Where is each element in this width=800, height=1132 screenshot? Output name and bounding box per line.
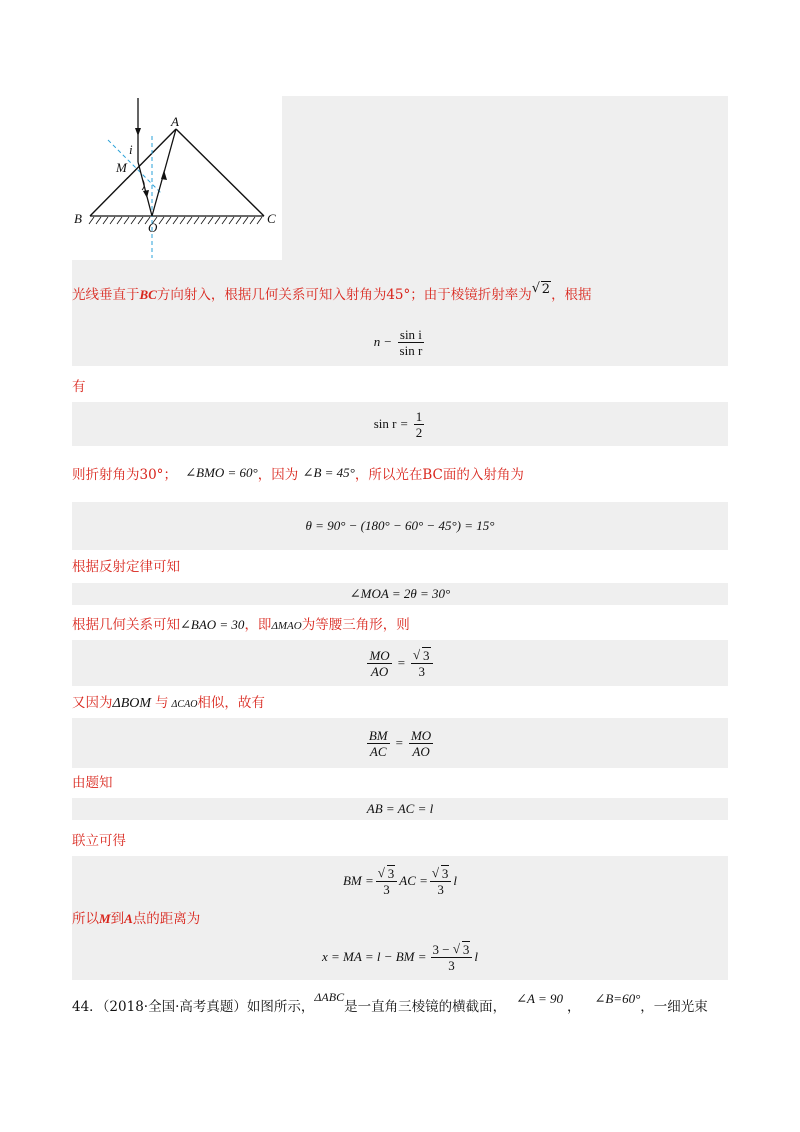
text-span: ，根据	[551, 287, 592, 303]
text-span: 面的入射角为	[442, 467, 524, 483]
equation-theta	[72, 502, 728, 550]
text-span: 所以	[72, 911, 99, 927]
text-span: ，即	[244, 617, 272, 633]
eq-x-numr: 3	[462, 941, 470, 957]
text-span: 到	[110, 911, 125, 927]
eq-n-num: sin i	[399, 326, 422, 342]
text-span: ；	[163, 467, 177, 483]
text-span: ，一细光束	[640, 999, 708, 1015]
eq-final-den1: 3	[383, 881, 390, 897]
eq-ab: AB = AC = l	[366, 801, 434, 816]
label-b: B	[74, 211, 82, 226]
math-cao: ΔCAO	[171, 699, 198, 710]
text-span: 44．（2018·全国·高考真题）如图所示，	[72, 999, 315, 1015]
eq-final-den2: 3	[437, 881, 444, 897]
eq-mo-rden: 3	[418, 663, 426, 679]
text-span: 点的距离为	[132, 911, 201, 927]
prism-figure	[72, 96, 282, 260]
text-span: 为等腰三角形，则	[301, 617, 410, 633]
text-span: M	[99, 911, 111, 926]
math-bom: ΔBOM	[112, 696, 152, 711]
eq-bm-rden: AO	[412, 743, 430, 759]
text-span: 与	[155, 695, 169, 711]
text-span: 45°	[386, 287, 411, 303]
math-bmo: ∠BMO = 60°	[185, 465, 258, 480]
text-span: ，因为	[257, 467, 299, 483]
eq-moa: ∠MOA = 2θ = 30°	[349, 586, 451, 601]
label-o: O	[148, 220, 158, 235]
text-span: BC	[139, 287, 157, 302]
question-44	[72, 990, 708, 1016]
eq-final-num1: 3	[387, 865, 395, 881]
text-line-7: 由题知	[72, 775, 113, 791]
math-angle-b60: ∠B=60°	[594, 991, 641, 1006]
math-bao: ∠BAO = 30	[180, 617, 245, 632]
text-line-8: 联立可得	[72, 833, 126, 849]
text-span: ；由于棱镜折射率为	[410, 287, 532, 303]
eq-theta: θ = 90° − (180° − 60° − 45°) = 15°	[305, 518, 495, 533]
text-span: 是一直角三棱镜的横截面，	[344, 999, 507, 1015]
text-line-6	[72, 694, 265, 714]
text-line-5	[72, 616, 410, 635]
side-ab	[90, 129, 176, 216]
eq-sinr-den: 2	[415, 424, 423, 440]
text-line-9	[72, 910, 200, 928]
equation-ab-ac	[72, 798, 728, 820]
math-abc: ΔABC	[314, 990, 345, 1004]
eq-final-a: BM =	[342, 873, 374, 888]
eq-sinr-num: 1	[415, 408, 423, 424]
eq-final-c: l	[453, 873, 458, 888]
eq-n-op: −	[384, 334, 392, 349]
text-span: 相似，故有	[197, 695, 265, 711]
math-angle-a: ∠A = 90	[516, 991, 563, 1006]
text-span: ，	[566, 999, 581, 1015]
eq-x-a: x = MA = l − BM =	[322, 949, 427, 964]
text-span: 30°	[139, 467, 164, 483]
equation-bm-ac	[72, 718, 728, 768]
text-span: 又因为	[72, 695, 113, 711]
label-m: M	[116, 160, 127, 175]
eq-bm-op: =	[395, 735, 403, 750]
text-span: A	[124, 911, 133, 926]
eq-x-num: 3 −	[432, 941, 453, 957]
equation-moa	[72, 583, 728, 605]
text-span: 根据几何关系可知	[72, 617, 180, 633]
text-line-1	[72, 282, 592, 305]
text-span: 光线垂直于	[72, 287, 140, 303]
text-line-2: 有	[72, 379, 86, 395]
eq-bm-rnum: MO	[410, 727, 432, 743]
eq-final-num2: 3	[441, 865, 449, 881]
text-span: ，所以光在	[354, 467, 423, 483]
eq-final-b: AC =	[399, 873, 428, 888]
equation-x	[72, 934, 728, 980]
eq-x-den: 3	[448, 957, 455, 973]
equation-bm-final	[72, 856, 728, 906]
eq-n-lhs: n	[373, 334, 381, 349]
eq-sinr-lhs: sin r	[373, 416, 397, 431]
math-angle-b: ∠B = 45°	[302, 465, 355, 480]
text-span: 则折射角为	[72, 467, 140, 483]
eq-mo-den: AO	[370, 663, 389, 679]
eq-mo-num: MO	[369, 647, 390, 663]
text-span: 方向射入，根据几何关系可知入射角为	[156, 287, 387, 303]
label-a: A	[171, 114, 179, 129]
side-ac	[176, 129, 264, 216]
equation-n	[72, 322, 728, 362]
equation-mo-ao	[72, 640, 728, 686]
text-line-4: 根据反射定律可知	[72, 559, 180, 575]
equation-sinr	[72, 402, 728, 446]
eq-x-c: l	[474, 949, 478, 964]
eq-bm-den: AC	[369, 743, 387, 759]
eq-mo-op: =	[397, 655, 406, 670]
eq-bm-num: BM	[368, 727, 388, 743]
text-line-3	[72, 466, 524, 484]
eq-sinr-op: =	[400, 416, 408, 431]
math-mao: ΔMAO	[271, 620, 302, 632]
label-c: C	[267, 211, 276, 226]
text-span: BC	[422, 467, 443, 483]
eq-mo-rnum: 3	[423, 647, 430, 663]
label-i: i	[129, 142, 133, 157]
eq-n-den: sin r	[399, 342, 423, 358]
sqrt-2: √ 2	[532, 281, 551, 299]
